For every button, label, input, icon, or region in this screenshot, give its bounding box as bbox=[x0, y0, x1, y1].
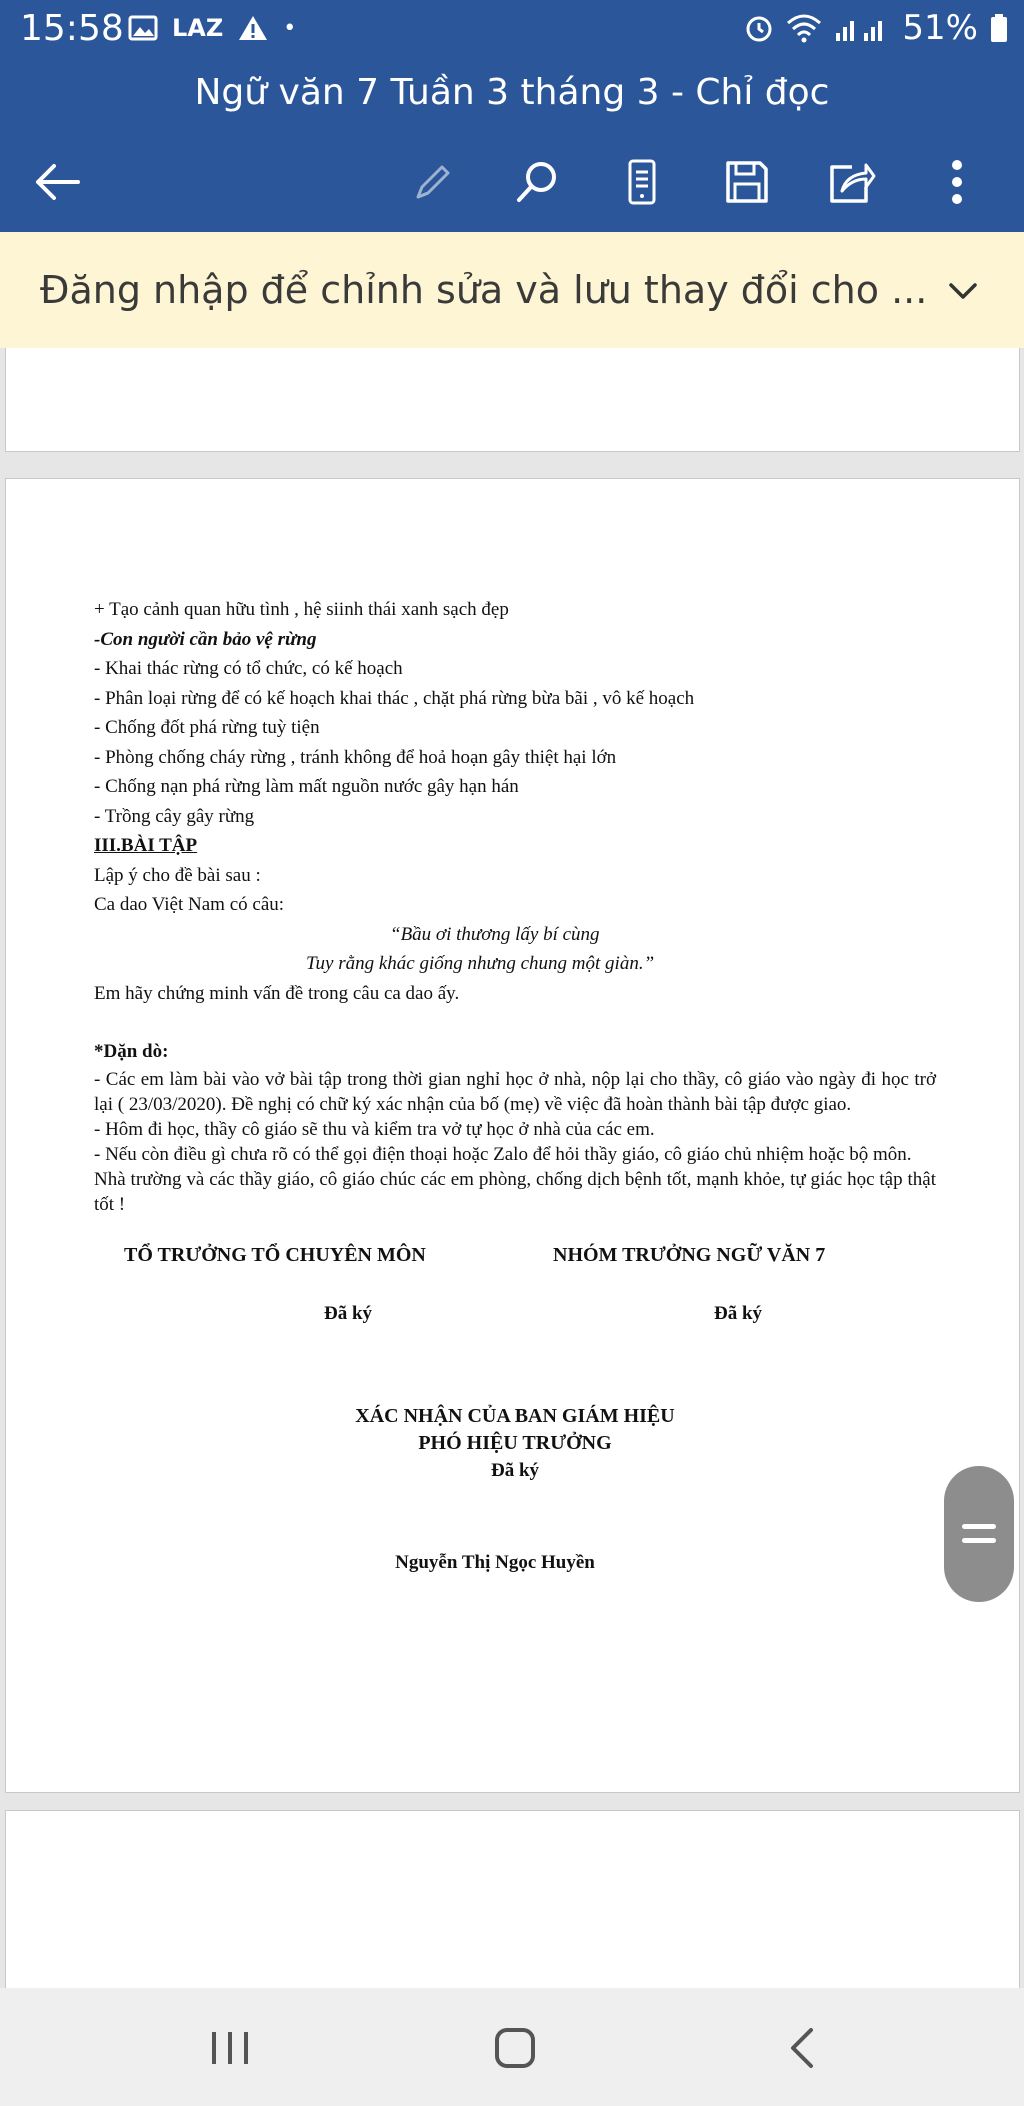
section-heading: III.BÀI TẬP bbox=[94, 835, 198, 856]
confirm-role: PHÓ HIỆU TRƯỞNG bbox=[418, 1431, 612, 1454]
warning-icon bbox=[237, 14, 269, 42]
document-title: Ngữ văn 7 Tuần 3 tháng 3 - Chỉ đọc bbox=[194, 72, 830, 113]
recent-apps-icon bbox=[208, 2028, 252, 2068]
pencil-icon bbox=[410, 159, 456, 205]
carrier-app-icon: LAZ bbox=[172, 14, 224, 42]
home-icon bbox=[493, 2026, 537, 2070]
doc-line: + Tạo cảnh quan hữu tình , hệ siinh thái xanh sạch đẹp bbox=[94, 599, 509, 620]
home-button[interactable] bbox=[475, 2018, 555, 2078]
recent-apps-button[interactable] bbox=[190, 2018, 270, 2078]
search-icon bbox=[513, 158, 561, 206]
dan-do-item: - Các em làm bài vào vở bài tập trong thời gian nghỉ học ở nhà, nộp lại cho thầy, cô giáo vào ngày đi học trở lại ( 23/03/2020). Đề nghị có chữ ký xác nhận của bố (mẹ) về việc đã hoàn thành bài tập được giao. bbox=[94, 1068, 936, 1115]
system-nav-bar bbox=[0, 1988, 1024, 2106]
alarm-icon bbox=[744, 13, 774, 43]
dan-do-item: - Hôm đi học, thầy cô giáo sẽ thu và kiểm tra vở tự học ở nhà của các em. bbox=[94, 1118, 655, 1140]
back-chevron-icon bbox=[787, 2026, 817, 2070]
sign-in-banner[interactable] bbox=[0, 232, 1024, 348]
sign-in-banner-text: Đăng nhập để chỉnh sửa và lưu thay đổi cho ... bbox=[40, 268, 928, 312]
share-button[interactable] bbox=[816, 147, 886, 217]
back-button[interactable] bbox=[22, 147, 92, 217]
doc-line: - Phòng chống cháy rừng , tránh không để hoả hoạn gây thiệt hại lớn bbox=[94, 746, 617, 768]
exercise-intro: Lập ý cho đề bài sau : bbox=[94, 864, 261, 886]
doc-line: - Khai thác rừng có tổ chức, có kế hoạch bbox=[94, 658, 403, 679]
next-page bbox=[5, 1810, 1020, 1988]
signal-icon bbox=[834, 13, 890, 43]
doc-line: - Chống đốt phá rừng tuỳ tiện bbox=[94, 717, 320, 738]
notification-icons bbox=[128, 14, 296, 42]
sig-left-signed: Đã ký bbox=[324, 1302, 373, 1324]
document-body bbox=[94, 595, 936, 1577]
doc-line: - Chống nạn phá rừng làm mất nguồn nước gây hạn hán bbox=[94, 776, 519, 797]
exercise-quote-intro: Ca dao Việt Nam có câu: bbox=[94, 894, 285, 915]
poem-line: Tuy rằng khác giống nhưng chung một giàn.” bbox=[306, 953, 655, 974]
battery-icon bbox=[990, 13, 1008, 43]
toolbar bbox=[0, 147, 1024, 217]
wifi-icon bbox=[786, 13, 822, 43]
battery-percent: 51% bbox=[902, 8, 978, 48]
more-options-button[interactable] bbox=[922, 147, 992, 217]
poem-line: “Bầu ơi thương lấy bí cùng bbox=[390, 923, 600, 945]
dan-do-item: - Nếu còn điều gì chưa rõ có thể gọi điện thoại hoặc Zalo để hỏi thầy giáo, cô giáo chủ nhiệm hoặc bộ môn. bbox=[94, 1143, 912, 1165]
search-button[interactable] bbox=[502, 147, 572, 217]
system-back-button[interactable] bbox=[762, 2018, 842, 2078]
document-page bbox=[5, 478, 1020, 1793]
doc-line: - Phân loại rừng để có kế hoạch khai thác , chặt phá rừng bừa bãi , vô kế hoạch bbox=[94, 687, 695, 709]
previous-page bbox=[5, 348, 1020, 452]
save-icon bbox=[723, 158, 771, 206]
confirm-name: Nguyễn Thị Ngọc Huyền bbox=[395, 1551, 595, 1573]
gallery-icon bbox=[128, 15, 158, 41]
edit-button[interactable] bbox=[398, 147, 468, 217]
signature-signed bbox=[94, 1299, 936, 1329]
dan-do-heading: *Dặn dò: bbox=[94, 1041, 169, 1062]
confirm-title: XÁC NHẬN CỦA BAN GIÁM HIỆU bbox=[355, 1404, 675, 1427]
banner-expand-button[interactable] bbox=[938, 266, 988, 316]
doc-line: -Con người cần bảo vệ rừng bbox=[94, 628, 317, 650]
share-icon bbox=[826, 159, 876, 205]
sig-right-title: NHÓM TRƯỞNG NGỮ VĂN 7 bbox=[553, 1243, 826, 1266]
mobile-view-icon bbox=[622, 158, 662, 206]
status-bar bbox=[0, 0, 1024, 62]
dan-do-item: Nhà trường và các thầy giáo, cô giáo chúc các em phòng, chống dịch bệnh tốt, mạnh khỏe, tự giác học tập thật tốt ! bbox=[94, 1168, 936, 1215]
blank-line bbox=[94, 1008, 936, 1037]
sig-left-title: TỔ TRƯỞNG TỔ CHUYÊN MÔN bbox=[124, 1243, 426, 1266]
confirm-signed: Đã ký bbox=[490, 1459, 540, 1481]
scroll-handle[interactable] bbox=[944, 1466, 1014, 1602]
doc-line: - Trồng cây gây rừng bbox=[94, 805, 255, 827]
document-viewer[interactable] bbox=[0, 348, 1024, 1988]
app-header bbox=[0, 62, 1024, 232]
arrow-left-icon bbox=[32, 162, 82, 202]
dot-icon: • bbox=[283, 15, 297, 41]
sig-right-signed: Đã ký bbox=[714, 1302, 763, 1324]
chevron-down-icon bbox=[948, 281, 978, 301]
exercise-task: Em hãy chứng minh vấn đề trong câu ca dao ấy. bbox=[94, 982, 460, 1004]
reading-mode-button[interactable] bbox=[607, 147, 677, 217]
system-icons bbox=[744, 8, 1008, 48]
status-time: 15:58 bbox=[20, 8, 124, 49]
save-button[interactable] bbox=[712, 147, 782, 217]
signature-titles bbox=[94, 1241, 936, 1281]
more-vertical-icon bbox=[949, 159, 965, 205]
